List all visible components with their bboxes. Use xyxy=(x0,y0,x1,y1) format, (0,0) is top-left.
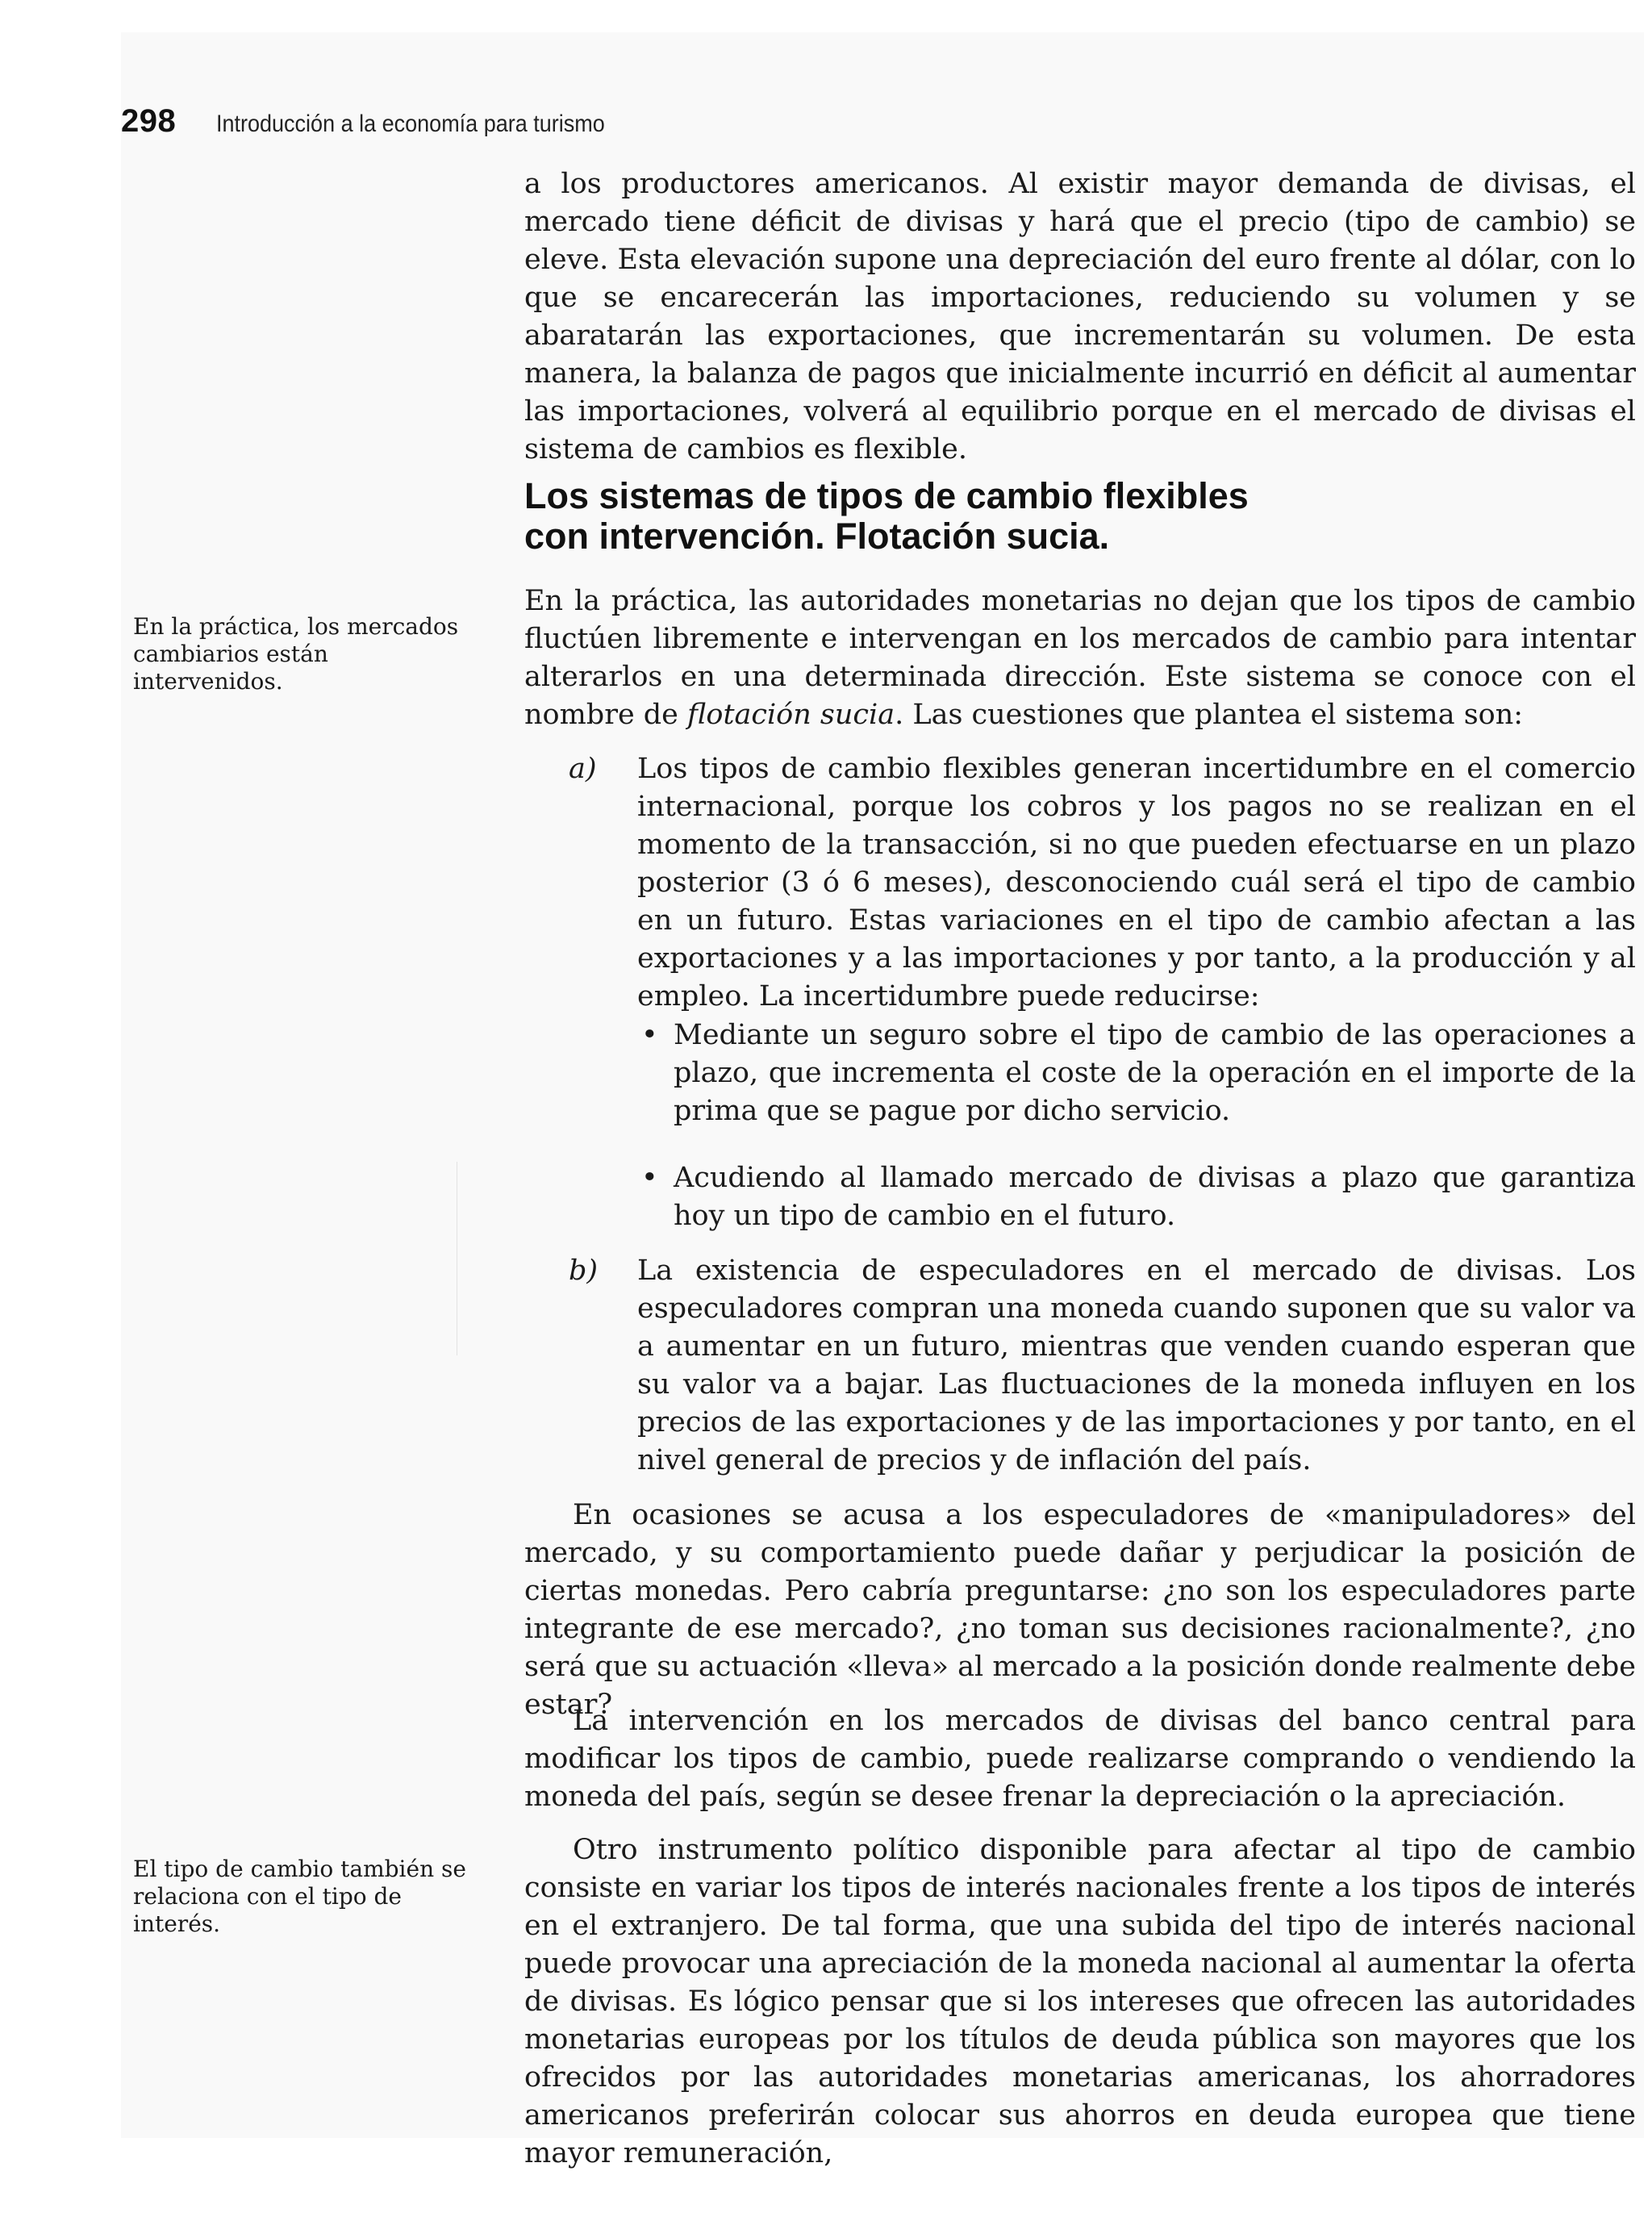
continuation-paragraph: a los productores americanos. Al existir mayor demanda de divisas, el mercado tiene déficit de divisas y hará que el precio (tipo de cambio) se eleve. Esta elevación supone una depreciación del euro frente al dólar, con lo que se encarecerán las importaciones, reduciendo su volumen y se abaratarán las exportaciones, que incrementarán su volumen. De esta manera, la balanza de pagos que inicialmente incurrió en déficit al aumentar las importaciones, volverá al equilibrio porque en el mercado de divisas el sistema de cambios es flexible. xyxy=(524,168,1636,466)
margin-note-interest: El tipo de cambio también se relaciona con el tipo de interés. xyxy=(133,1856,466,1937)
bullet-item-mercado-plazo: Acudiendo al llamado mercado de divisas a plazo que garantiza hoy un tipo de cambio en el futuro. xyxy=(674,1162,1636,1232)
section-heading xyxy=(524,476,1652,557)
list-label-a: a) xyxy=(569,753,597,785)
section-heading-line-1: Los sistemas de tipos de cambio flexibles xyxy=(524,475,1249,516)
running-header xyxy=(121,103,649,144)
speculators-paragraph: En ocasiones se acusa a los especuladores de «manipuladores» del mercado, y su comportamiento puede dañar y perjudicar la posición de ciertas monedas. Pero cabría preguntarse: ¿no son los especuladores parte integrante de ese mercado?, ¿no toman sus decisiones racionalmente?, ¿no será que su actuación «lleva» al mercado a la posición donde realmente debe estar? xyxy=(524,1499,1636,1721)
bullet-icon: • xyxy=(641,1162,658,1194)
section-intro-paragraph xyxy=(524,582,1636,734)
list-item-b: La existencia de especuladores en el mercado de divisas. Los especuladores compran una moneda cuando suponen que su valor va a aumentar en un futuro, mientras que venden cuando esperan que su valor va a bajar. Las fluctuaciones de la moneda influyen en los precios de las exportaciones y de las importaciones y por tanto, en el nivel general de precios y de inflación del país. xyxy=(637,1255,1636,1476)
intro-text-end: . Las cuestiones que plantea el sistema son: xyxy=(895,699,1524,731)
list-label-b: b) xyxy=(569,1255,599,1287)
margin-note-intervention: En la práctica, los mercados cambiarios están intervenidos. xyxy=(133,613,459,695)
intro-text-start: En la práctica, las autoridades monetarias no dejan que los tipos de cambio fluctúen libremente e intervengan en los mercados de cambio para intentar alterarlos en una determinada dirección. Este sistema se conoce con el nombre de xyxy=(524,585,1636,731)
book-title: Introducción a la economía para turismo xyxy=(216,111,606,137)
intervention-paragraph: La intervención en los mercados de divisas del banco central para modificar los tipos de cambio, puede realizarse comprando o vendiendo la moneda del país, según se desee frenar la depreciación o la apreciación. xyxy=(524,1705,1636,1813)
list-item-a: Los tipos de cambio flexibles generan incertidumbre en el comercio internacional, porque los cobros y los pagos no se realizan en el momento de la transacción, si no que pueden efectuarse en un plazo posterior (3 ó 6 meses), desconociendo cuál será el tipo de cambio en un futuro. Estas variaciones en el tipo de cambio afectan a las exportaciones y a las importaciones y por tanto, a la producción y al empleo. La incertidumbre puede reducirse: xyxy=(637,753,1636,1013)
page-number: 298 xyxy=(121,103,177,139)
intro-term-flotacion-sucia: flotación sucia xyxy=(687,699,895,731)
section-heading-line-2: con intervención. Flotación sucia. xyxy=(524,516,1110,557)
bullet-icon: • xyxy=(641,1019,658,1051)
bullet-item-seguro: Mediante un seguro sobre el tipo de cambio de las operaciones a plazo, que incrementa el coste de la operación en el importe de la prima que se pague por dicho servicio. xyxy=(674,1019,1636,1127)
interest-rate-paragraph: Otro instrumento político disponible para afectar al tipo de cambio consiste en variar los tipos de interés nacionales frente a los tipos de interés en el extranjero. De tal forma, que una subida del tipo de interés nacional puede provocar una apreciación de la moneda nacional al aumentar la oferta de divisas. Es lógico pensar que si los intereses que ofrecen las autoridades monetarias europeas por los títulos de deuda pública son mayores que los ofrecidos por las autoridades monetarias americanas, los ahorradores americanos preferirán colocar sus ahorros en deuda europea que tiene mayor remuneración, xyxy=(524,1834,1636,2169)
